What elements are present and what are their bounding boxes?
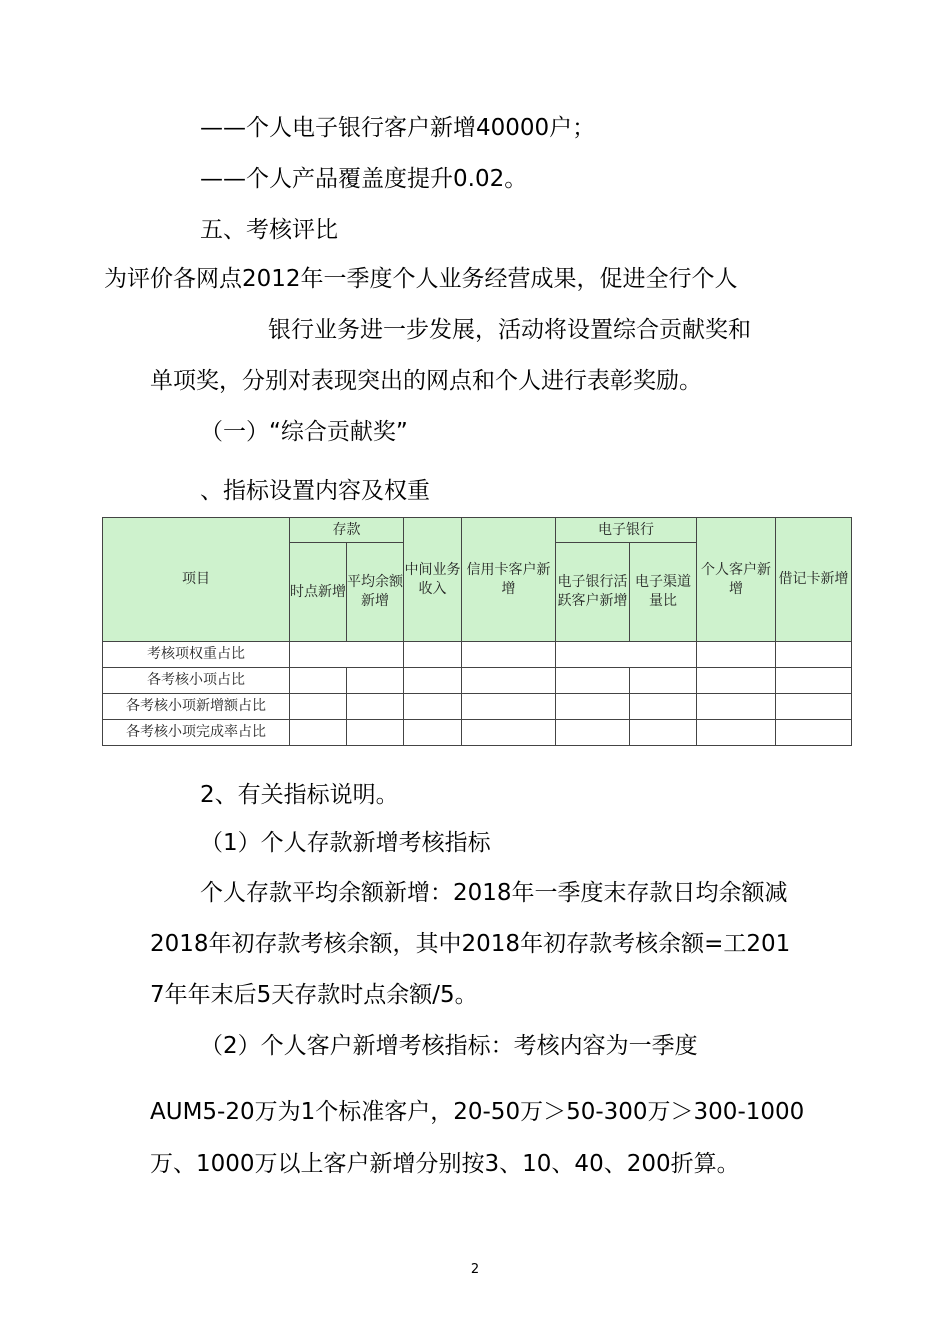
table-row <box>103 720 852 746</box>
row-label: 各考核小项新增额占比 <box>103 694 290 720</box>
table-cell <box>630 694 697 720</box>
table-cell <box>776 642 852 668</box>
header-ebank-channel-ratio: 电子渠道量比 <box>630 543 697 642</box>
paragraph-ebank-target: ——个人电子银行客户新增40000户； <box>200 115 596 141</box>
table-cell <box>697 668 776 694</box>
header-personal-customer-new: 个人客户新增 <box>697 518 776 642</box>
table-cell <box>556 642 697 668</box>
subheading-customer-indicator: （2）个人客户新增考核指标：考核内容为一季度 <box>200 1033 698 1059</box>
page-number: 2 <box>470 1262 480 1277</box>
paragraph-deposit-def-line1: 个人存款平均余额新增：2018年一季度末存款日均余额减 <box>200 880 788 906</box>
table-cell <box>630 668 697 694</box>
table-row <box>103 668 852 694</box>
table-cell <box>556 720 630 746</box>
paragraph-intro-line3: 单项奖，分别对表现突出的网点和个人进行表彰奖励。 <box>150 368 702 394</box>
paragraph-deposit-def-line2: 2018年初存款考核余额，其中2018年初存款考核余额=工201 <box>150 931 791 957</box>
table-cell <box>290 720 347 746</box>
table-cell <box>556 694 630 720</box>
table-cell <box>404 694 462 720</box>
table-cell <box>347 720 404 746</box>
paragraph-coverage-target: ——个人产品覆盖度提升0.02。 <box>200 166 528 192</box>
table-cell <box>404 720 462 746</box>
table-cell <box>697 720 776 746</box>
header-credit-card-new: 信用卡客户新增 <box>462 518 556 642</box>
indicator-weight-table <box>102 517 852 746</box>
table-cell <box>697 694 776 720</box>
header-intermediate-income: 中间业务收入 <box>404 518 462 642</box>
table-cell <box>462 642 556 668</box>
table-cell <box>347 668 404 694</box>
header-item: 项目 <box>103 518 290 642</box>
table-cell <box>290 668 347 694</box>
header-deposit-point-new: 时点新增 <box>290 543 347 642</box>
subheading-deposit-indicator: （1）个人存款新增考核指标 <box>200 830 491 856</box>
header-group-ebank: 电子银行 <box>556 518 697 543</box>
table-cell <box>556 668 630 694</box>
row-label: 考核项权重占比 <box>103 642 290 668</box>
table-cell <box>776 668 852 694</box>
header-ebank-active-new: 电子银行活跃客户新增 <box>556 543 630 642</box>
table-cell <box>630 720 697 746</box>
paragraph-deposit-def-line3: 7年年末后5天存款时点余额/5。 <box>150 982 478 1008</box>
table-cell <box>290 642 404 668</box>
table-cell <box>462 694 556 720</box>
table-cell <box>776 720 852 746</box>
row-label: 各考核小项占比 <box>103 668 290 694</box>
row-label: 各考核小项完成率占比 <box>103 720 290 746</box>
paragraph-aum-line2: 万、1000万以上客户新增分别按3、10、40、200折算。 <box>150 1151 740 1177</box>
header-deposit-average-new: 平均余额新增 <box>347 543 404 642</box>
table-row <box>103 642 852 668</box>
paragraph-intro-line1: 为评价各网点2012年一季度个人业务经营成果，促进全行个人 <box>104 266 738 292</box>
table-cell <box>462 720 556 746</box>
subheading-indicator-weights: 、指标设置内容及权重 <box>200 478 430 504</box>
table-cell <box>290 694 347 720</box>
table-cell <box>776 694 852 720</box>
table-cell <box>404 642 462 668</box>
section-heading-assessment: 五、考核评比 <box>200 217 338 243</box>
table-cell <box>462 668 556 694</box>
table-row <box>103 694 852 720</box>
subheading-indicator-notes: 2、有关指标说明。 <box>200 782 399 808</box>
table-cell <box>404 668 462 694</box>
table-cell <box>347 694 404 720</box>
header-group-deposit: 存款 <box>290 518 404 543</box>
header-debit-card-new: 借记卡新增 <box>776 518 852 642</box>
paragraph-aum-line1: AUM5-20万为1个标准客户，20-50万＞50-300万＞300-1000 <box>150 1099 805 1125</box>
paragraph-intro-line2: 银行业务进一步发展，活动将设置综合贡献奖和 <box>268 317 751 343</box>
table-cell <box>697 642 776 668</box>
subheading-comprehensive-award: （一）“综合贡献奖” <box>200 419 408 445</box>
